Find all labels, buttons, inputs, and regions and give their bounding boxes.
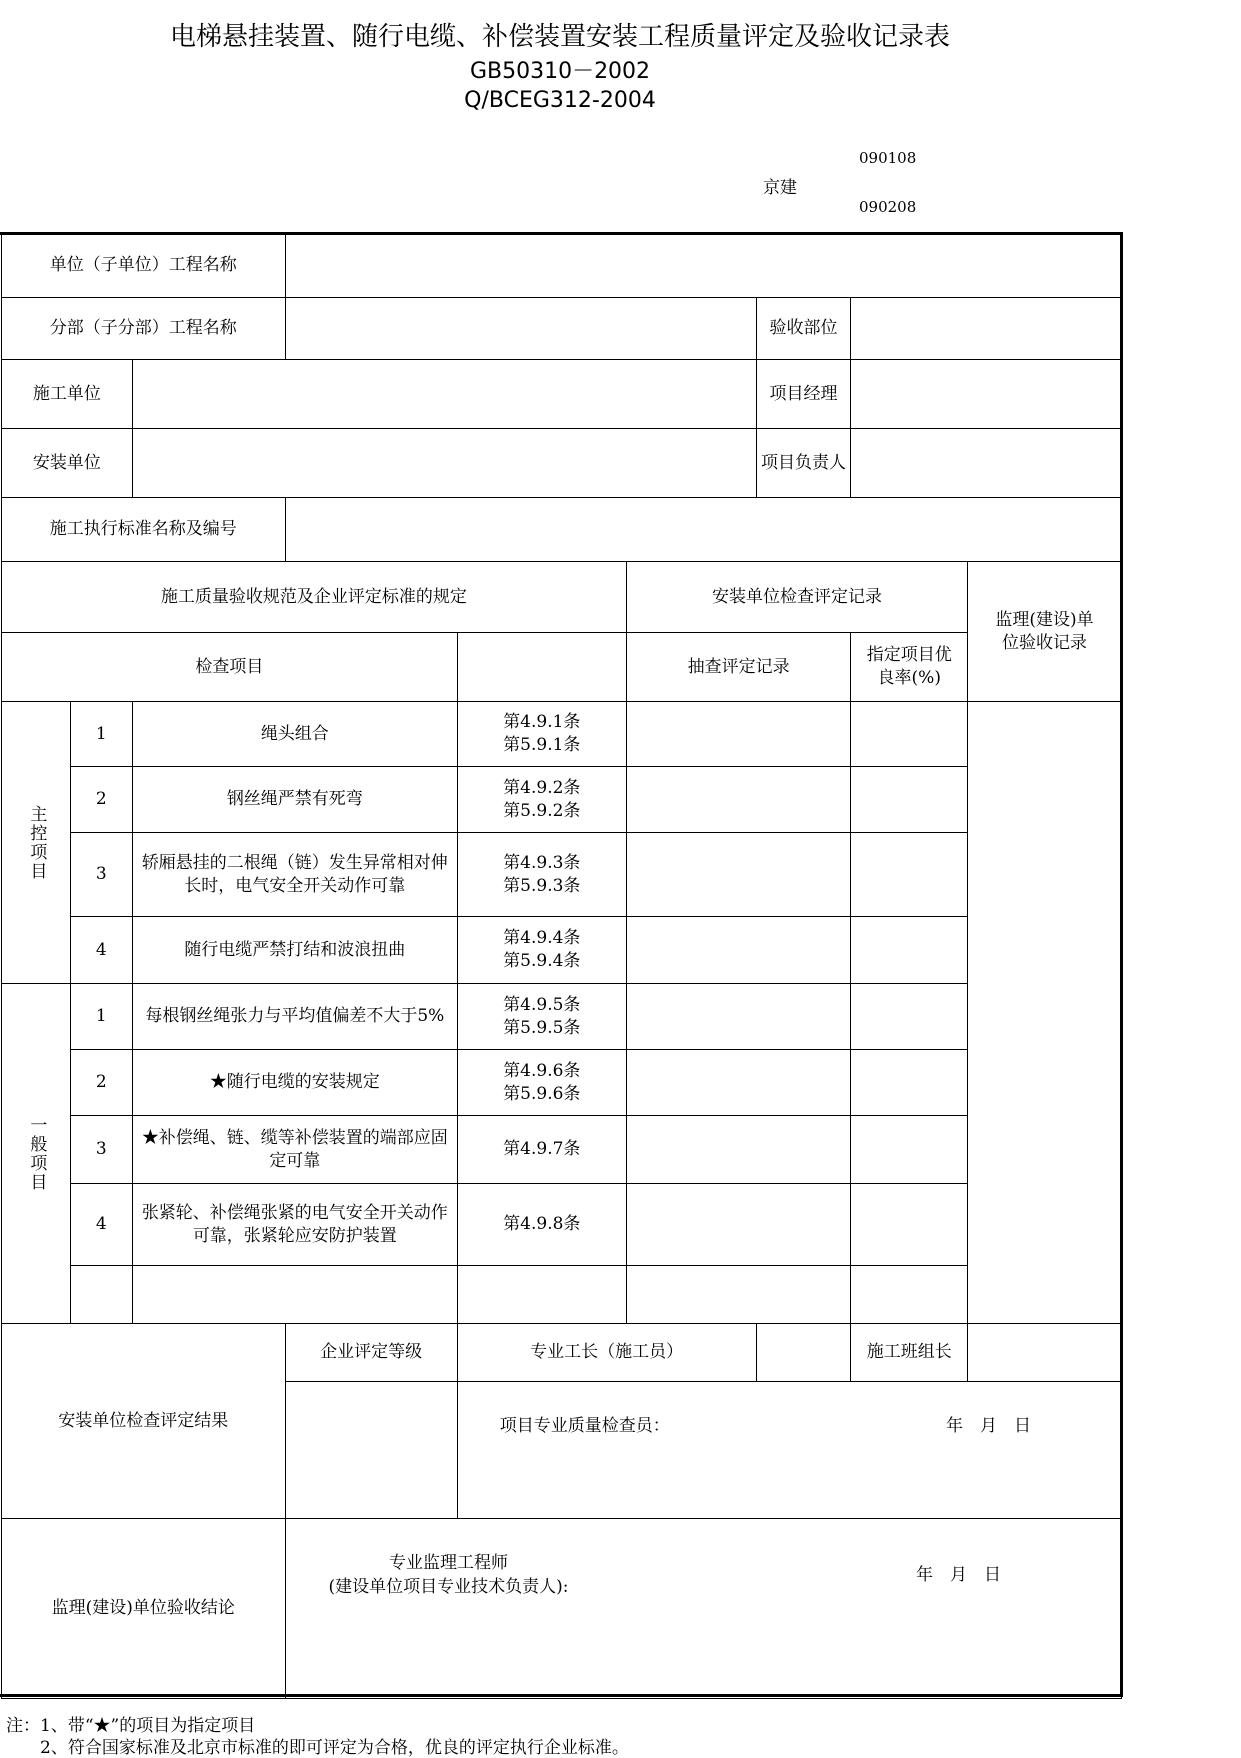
general-row-rate[interactable] — [851, 984, 968, 1050]
enterprise-grade-field[interactable] — [285, 1382, 457, 1519]
main-row-clause: 第4.9.2条 第5.9.2条 — [457, 767, 626, 833]
form-code-bottom: 090208 — [859, 198, 917, 216]
main-row-item: 钢丝绳严禁有死弯 — [132, 767, 457, 833]
general-row-no: 3 — [70, 1116, 132, 1184]
general-row-record[interactable] — [626, 1184, 851, 1266]
general-row-rate[interactable] — [851, 1050, 968, 1116]
construction-unit-field[interactable] — [132, 360, 756, 429]
general-row-no: 1 — [70, 984, 132, 1050]
main-row-no: 4 — [70, 917, 132, 984]
install-result-label: 安装单位检查评定结果 — [2, 1324, 286, 1519]
spec-rules-header: 施工质量验收规范及企业评定标准的规定 — [2, 562, 627, 633]
foreman-label: 专业工长（施工员） — [457, 1324, 756, 1382]
general-row-item: ★随行电缆的安装规定 — [132, 1050, 457, 1116]
acceptance-part-label: 验收部位 — [756, 298, 851, 360]
main-row-record[interactable] — [626, 702, 851, 767]
general-row-clause: 第4.9.8条 — [457, 1184, 626, 1266]
unit-project-name-field[interactable] — [285, 234, 1121, 298]
general-row-rate[interactable] — [851, 1184, 968, 1266]
project-manager-field[interactable] — [851, 360, 1122, 429]
standard-enterprise: Q/BCEG312-2004 — [464, 88, 656, 113]
general-row-clause: 第4.9.5条 第5.9.5条 — [457, 984, 626, 1050]
main-row-item: 随行电缆严禁打结和波浪扭曲 — [132, 917, 457, 984]
main-items-label: 主控项目 — [2, 702, 71, 984]
project-manager-label: 项目经理 — [756, 360, 851, 429]
standard-national: GB50310－2002 — [469, 59, 651, 84]
main-row-clause: 第4.9.1条 第5.9.1条 — [457, 702, 626, 767]
supervision-conclusion-label: 监理(建设)单位验收结论 — [2, 1519, 286, 1699]
quality-inspector-area[interactable] — [457, 1382, 1121, 1519]
form-code-top: 090108 — [859, 149, 917, 167]
sub-project-name-field[interactable] — [285, 298, 756, 360]
general-row-clause: 第4.9.7条 — [457, 1116, 626, 1184]
inspection-form-table — [1, 233, 1122, 1699]
general-row-record[interactable] — [626, 1266, 851, 1324]
general-row-sample-cells[interactable] — [626, 1116, 851, 1184]
main-row-item: 轿厢悬挂的二根绳（链）发生异常相对伸长时，电气安全开关动作可靠 — [132, 833, 457, 917]
foreman-field[interactable] — [756, 1324, 851, 1382]
supervision-record-header: 监理(建设)单位验收记录 — [968, 562, 1122, 702]
main-row-no: 1 — [70, 702, 132, 767]
note-line-1: 注：1、带“★”的项目为指定项目 — [6, 1716, 256, 1736]
general-items-label: 一般项目 — [2, 984, 71, 1324]
note-line-2: 2、符合国家标准及北京市标准的即可评定为合格，优良的评定执行企业标准。 — [6, 1738, 629, 1758]
main-row-rate[interactable] — [851, 917, 968, 984]
installation-unit-field[interactable] — [132, 429, 756, 498]
installation-unit-label: 安装单位 — [2, 429, 133, 498]
project-leader-label: 项目负责人 — [756, 429, 851, 498]
general-row-no — [70, 1266, 132, 1324]
general-row-sample-cells[interactable] — [626, 984, 851, 1050]
acceptance-part-field[interactable] — [851, 298, 1122, 360]
construction-unit-label: 施工单位 — [2, 360, 133, 429]
form-code-prefix: 京建 — [763, 178, 797, 198]
supervision-date-label: 年 月 日 — [916, 1564, 1001, 1585]
main-row-rate[interactable] — [851, 702, 968, 767]
excellent-rate-header: 指定项目优良率(%) — [851, 633, 968, 702]
unit-project-name-label: 单位（子单位）工程名称 — [2, 234, 286, 298]
team-leader-label: 施工班组长 — [851, 1324, 968, 1382]
general-row-sample-cells[interactable] — [626, 1050, 851, 1116]
main-row-record[interactable] — [626, 833, 851, 917]
project-leader-field[interactable] — [851, 429, 1122, 498]
sampling-record-header: 抽查评定记录 — [626, 633, 851, 702]
general-row-rate[interactable] — [851, 1116, 968, 1184]
quality-inspector-label: 项目专业质量检查员： — [499, 1416, 670, 1436]
execution-standard-field[interactable] — [285, 498, 1121, 562]
main-row-rate[interactable] — [851, 833, 968, 917]
general-row-clause: 第4.9.6条 第5.9.6条 — [457, 1050, 626, 1116]
install-check-record-header: 安装单位检查评定记录 — [626, 562, 967, 633]
main-row-record[interactable] — [626, 767, 851, 833]
check-item-header: 检查项目 — [2, 633, 458, 702]
general-row-item: 张紧轮、补偿绳张紧的电气安全开关动作可靠，张紧轮应安防护装置 — [132, 1184, 457, 1266]
main-row-no: 3 — [70, 833, 132, 917]
main-row-clause: 第4.9.4条 第5.9.4条 — [457, 917, 626, 984]
supervising-engineer-label: 专业监理工程师 — [389, 1552, 509, 1573]
general-row-clause — [457, 1266, 626, 1324]
tech-leader-label: (建设单位项目专业技术负责人): — [328, 1576, 569, 1597]
main-row-item: 绳头组合 — [132, 702, 457, 767]
general-row-item: ★补偿绳、链、缆等补偿装置的端部应固定可靠 — [132, 1116, 457, 1184]
general-row-rate[interactable] — [851, 1266, 968, 1324]
sub-project-name-label: 分部（子分部）工程名称 — [2, 298, 286, 360]
main-row-no: 2 — [70, 767, 132, 833]
enterprise-grade-label: 企业评定等级 — [285, 1324, 457, 1382]
general-row-item: 每根钢丝绳张力与平均值偏差不大于5% — [132, 984, 457, 1050]
main-row-record[interactable] — [626, 917, 851, 984]
team-leader-field[interactable] — [968, 1324, 1122, 1382]
general-row-item — [132, 1266, 457, 1324]
supervision-conclusion-area[interactable] — [285, 1519, 1121, 1699]
execution-standard-label: 施工执行标准名称及编号 — [2, 498, 286, 562]
main-row-clause: 第4.9.3条 第5.9.3条 — [457, 833, 626, 917]
form-title: 电梯悬挂装置、随行电缆、补偿装置安装工程质量评定及验收记录表 — [169, 22, 950, 52]
main-row-rate[interactable] — [851, 767, 968, 833]
inspector-date-label: 年 月 日 — [946, 1416, 1031, 1436]
general-row-no: 2 — [70, 1050, 132, 1116]
general-row-no: 4 — [70, 1184, 132, 1266]
supervision-record-field[interactable] — [968, 702, 1122, 1324]
clause-header — [457, 633, 626, 702]
